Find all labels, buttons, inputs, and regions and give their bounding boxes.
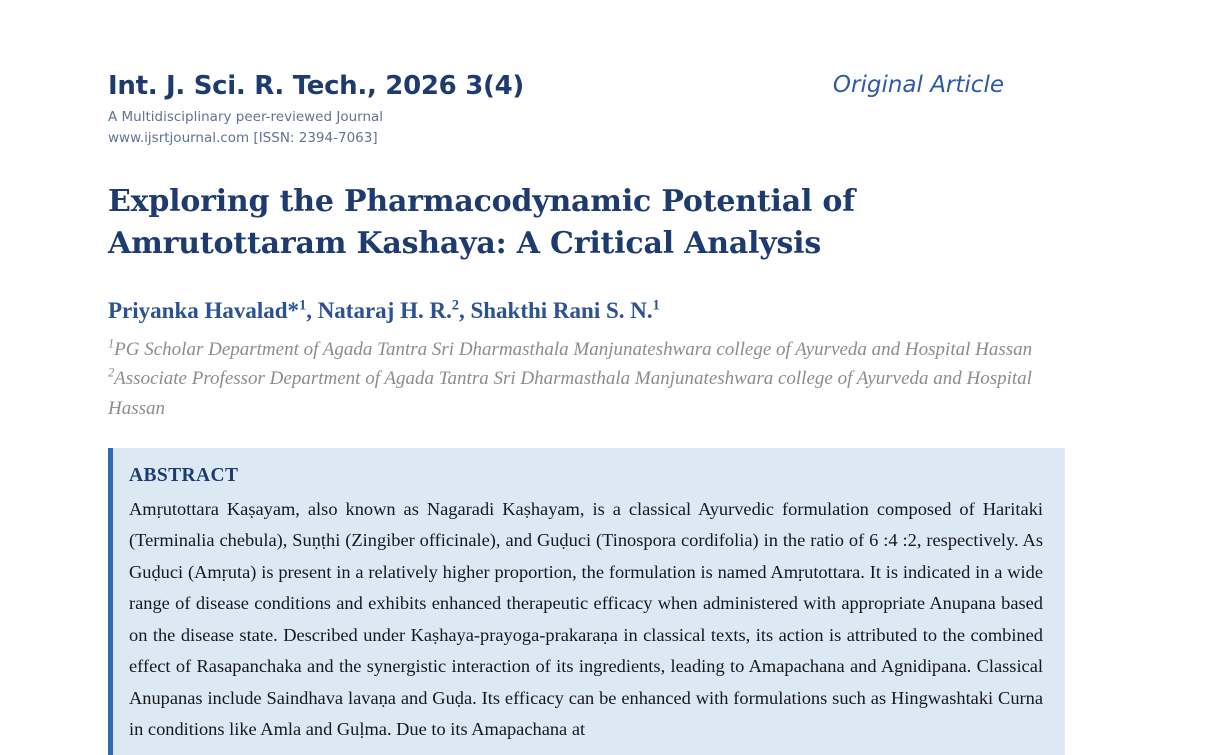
affiliation-item: $^1$PG Scholar Department of Agada Tantra Sri Dharmasthala Manjunateshwara college of Ayurveda and Hospital Hassan <box>108 336 1033 360</box>
article-type-label: Original Article <box>832 72 1004 98</box>
affiliation-block <box>108 335 1073 424</box>
journal-tagline: A Multidisciplinary peer-reviewed Journal <box>108 108 384 125</box>
abstract-text: Amṛutottara Kaṣayam, also known as Nagaradi Kaṣhayam, is a classical Ayurvedic formulation composed of Haritaki (Terminalia chebula), Suṇṭhi (Zingiber officinale), and Guḍuci (Tinospora cordifolia) in the ratio of 6 :4 :2, respectively. As Guḍuci (Amṛuta) is present in a relatively higher proportion, the formulation is named Amṛutottara. It is indicated in a wide range of disease conditions and exhibits enhanced therapeutic efficacy when administered with appropriate Anupana based on the disease state. Described under Kaṣhaya-prayoga-prakaraṇa in classical texts, its action is attributed to the combined effect of Rasapanchaka and the synergistic interaction of its ingredients, leading to Amapachana and Agnidipana. Classical Anupanas include Saindhava lavaṇa and Guḍa. Its efficacy can be enhanced with formulations such as Hingwashtaki Curna in conditions like Amla and Guḷma. Due to its Amapachana at <box>129 498 1043 739</box>
journal-website-issn[interactable]: www.ijsrtjournal.com [ISSN: 2394-7063] <box>108 129 378 146</box>
author-list: Priyanka Havalad*$^1$, Nataraj H. R.$^2$, Shakthi Rani S. N.$^1$ <box>108 297 660 323</box>
affiliation-item: $^2$Associate Professor Department of Agada Tantra Sri Dharmasthala Manjunateshwara college of Ayurveda and Hospital Hassan <box>108 366 1032 420</box>
journal-subtitle-block <box>108 107 1112 149</box>
page-title: Exploring the Pharmacodynamic Potential of Amrutottaram Kashaya: A Critical Analysis <box>108 183 855 262</box>
abstract-heading: ABSTRACT <box>129 464 239 486</box>
abstract-section <box>108 448 1065 755</box>
masthead <box>108 0 1112 149</box>
journal-title: Int. J. Sci. R. Tech., 2026 3(4) <box>108 71 524 101</box>
